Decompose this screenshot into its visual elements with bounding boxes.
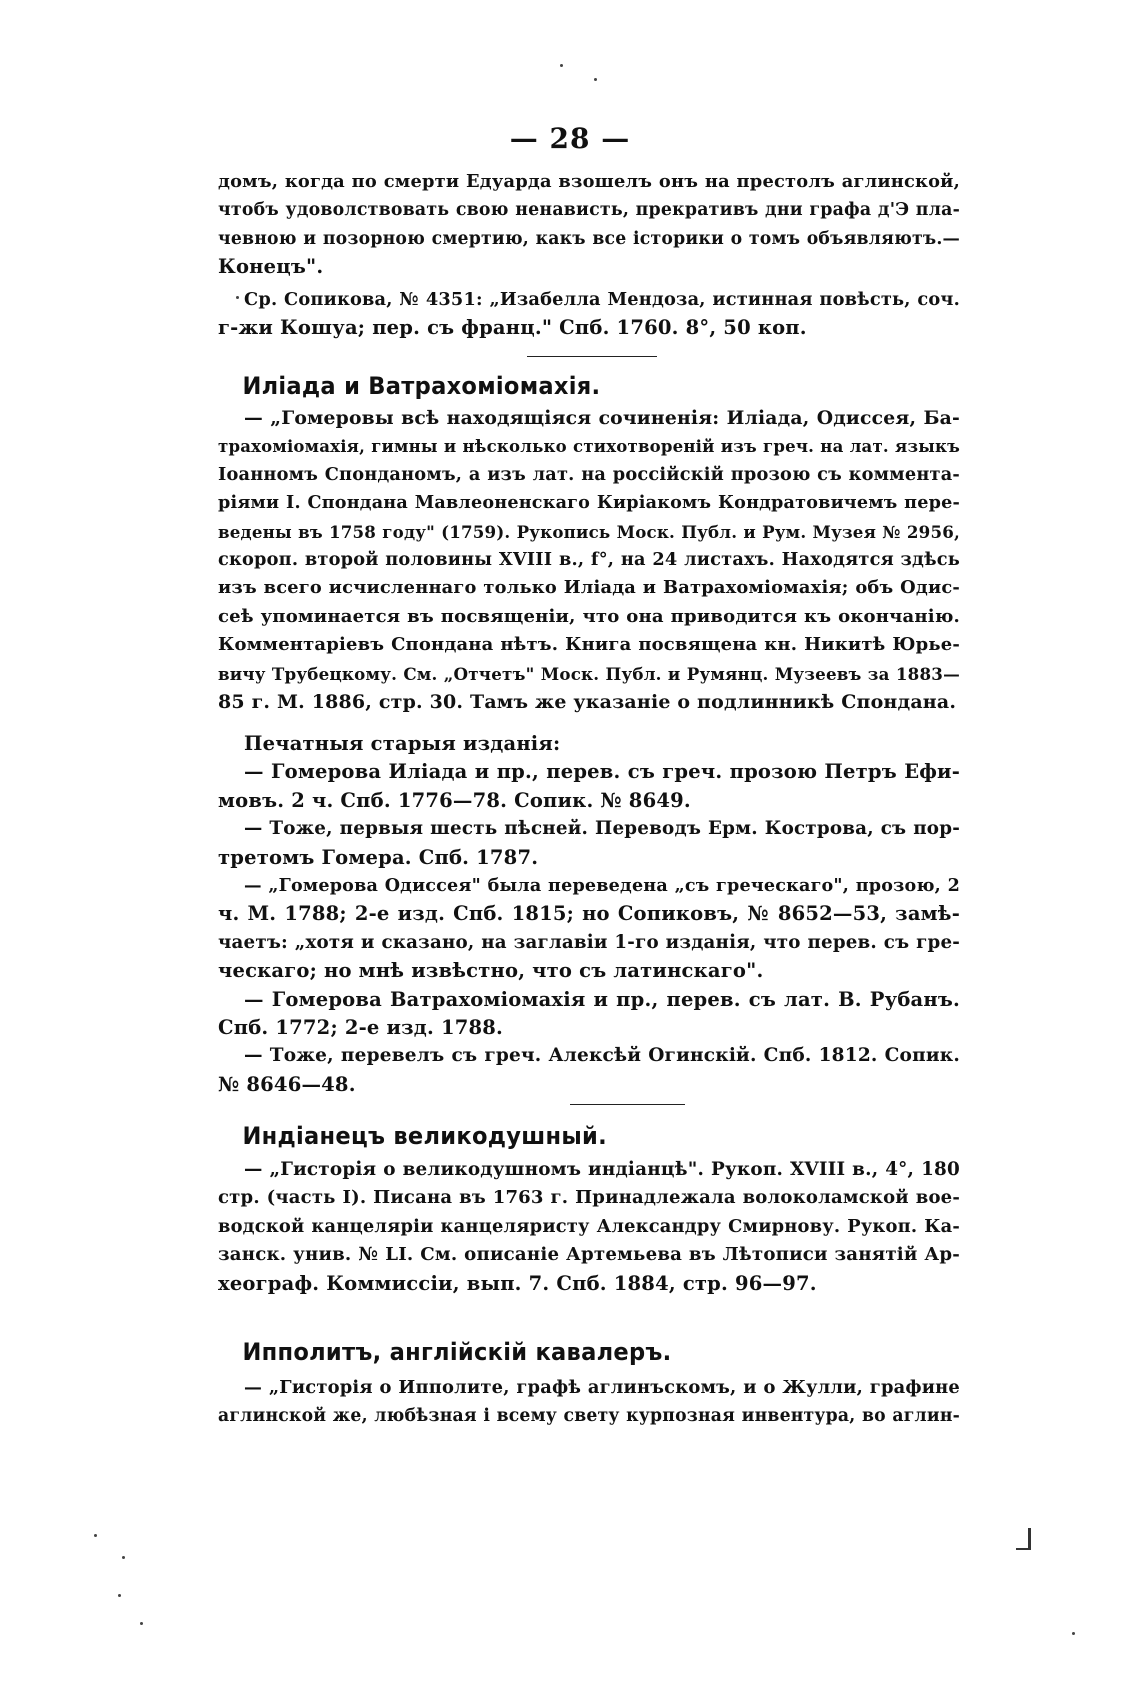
text-line: скороп. второй половины XVIII в., f°, на 24 листахъ. Находятся здѣсь	[218, 548, 960, 570]
text-line: Спб. 1772; 2-е изд. 1788.	[218, 1015, 504, 1039]
text-line: занск. унив. № LI. См. описаніе Артемьева въ Лѣтописи занятій Ар-	[218, 1244, 960, 1266]
text-line: мовъ. 2 ч. Спб. 1776—78. Сопик. № 8649.	[218, 788, 691, 812]
text-line: Ср. Сопикова, № 4351: „Изабелла Мендоза, истинная повѣсть, соч.	[244, 289, 960, 310]
text-line: чаетъ: „хотя и сказано, на заглавіи 1-го изданія, что перев. съ гре-	[218, 931, 960, 953]
text-line: — Гомерова Ватрахоміомахія и пр., перев. съ лат. В. Рубанъ.	[244, 987, 960, 1011]
text-line: чтобъ удоволствовать свою ненависть, прекративъ дни графа д'Э пла-	[218, 200, 960, 221]
text-line: — „Гомерова Одиссея" была переведена „съ греческаго", прозою, 2	[244, 875, 960, 896]
text-line: третомъ Гомера. Спб. 1787.	[218, 845, 539, 869]
section-hippolytus	[218, 1334, 960, 1370]
iliad-description	[218, 404, 960, 716]
scan-speck	[140, 1622, 143, 1625]
text-line: водской канцеляріи канцеляристу Александру Смирнову. Рукоп. Ка-	[218, 1215, 960, 1237]
scan-speck	[122, 1556, 125, 1559]
section-divider	[570, 1104, 685, 1105]
text-line: Комментаріевъ Спондана нѣтъ. Книга посвящена кн. Никитѣ Юрье-	[218, 634, 960, 656]
printed-editions	[218, 730, 960, 1099]
scan-speck	[560, 64, 563, 67]
text-line: ч. М. 1788; 2-е изд. Спб. 1815; но Сопиковъ, № 8652—53, замѣ-	[218, 902, 960, 926]
text-line: — Тоже, перевелъ съ греч. Алексѣй Огинскій. Спб. 1812. Сопик.	[244, 1045, 960, 1067]
text-line: трахоміомахія, гимны и нѣсколько стихотвореній изъ греч. на лат. языкъ	[218, 436, 960, 457]
text-line: ріями І. Спондана Мавлеоненскаго Киріакомъ Кондратовичемъ пере-	[218, 492, 960, 514]
scan-speck	[94, 1534, 97, 1537]
section-indian	[218, 1118, 960, 1154]
text-line: ведены въ 1758 году" (1759). Рукопись Моск. Публ. и Рум. Музея № 2956,	[218, 521, 960, 542]
text-line: 85 г. М. 1886, стр. 30. Тамъ же указаніе о подлинникѣ Спондана.	[218, 690, 957, 713]
text-line: аглинской же, любѣзная і всему свету курпозная инвентура, во аглин-	[218, 1406, 960, 1427]
page-number: — 28 —	[509, 122, 631, 155]
text-line: № 8646—48.	[218, 1072, 356, 1096]
text-line: вичу Трубецкому. См. „Отчетъ" Моск. Публ. и Румянц. Музеевъ за 1883—	[218, 663, 960, 684]
text-line: — Тоже, первыя шесть пѣсней. Переводъ Ерм. Кострова, съ пор-	[244, 818, 960, 840]
scan-speck	[594, 78, 597, 81]
text-line: г-жи Кошуа; пер. съ франц." Спб. 1760. 8°, 50 коп.	[218, 316, 807, 340]
text-line: Конецъ".	[218, 255, 324, 279]
text-line: стр. (часть I). Писана въ 1763 г. Принадлежала волоколамской вое-	[218, 1187, 960, 1209]
reference-paragraph	[218, 286, 960, 343]
hippolytus-description	[218, 1374, 960, 1431]
text-line: — Гомерова Иліада и пр., перев. съ греч. прозою Петръ Ефи-	[244, 760, 960, 784]
scan-speck	[118, 1594, 121, 1597]
text-line: — „Гисторія о Ипполите, графѣ аглинъскомъ, и о Жулли, графине	[244, 1377, 960, 1398]
section-iliad	[218, 368, 960, 404]
indian-description	[218, 1156, 960, 1298]
section-heading: Ипполитъ, англійскій кавалеръ.	[242, 1338, 672, 1366]
text-line: — „Гисторія о великодушномъ индіанцѣ". Рукоп. XVIII в., 4°, 180	[244, 1159, 960, 1180]
text-line: изъ всего исчисленнаго только Иліада и Ватрахоміомахія; объ Одис-	[218, 577, 960, 599]
text-line: сеѣ упоминается въ посвященіи, что она приводится къ окончанію.	[218, 605, 960, 627]
text-line: чевною и позорною смертию, какъ все історики о томъ объявляютъ.—	[218, 228, 960, 249]
text-line: хеограф. Коммиссіи, вып. 7. Спб. 1884, стр. 96—97.	[218, 1271, 817, 1295]
scan-speck	[236, 296, 239, 299]
section-heading: Индіанецъ великодушный.	[242, 1122, 607, 1150]
scan-mark	[1016, 1548, 1030, 1550]
scan-mark	[1028, 1528, 1031, 1550]
text-line: Печатныя старыя изданія:	[244, 732, 561, 755]
text-line: — „Гомеровы всѣ находящіяся сочиненія: Иліада, Одиссея, Ба-	[244, 407, 960, 429]
text-line: домъ, когда по смерти Едуарда взошелъ онъ на престолъ аглинской,	[218, 171, 960, 192]
continued-paragraph	[218, 168, 960, 282]
scan-speck	[1072, 1632, 1075, 1635]
text-line: ческаго; но мнѣ извѣстно, что съ латинскаго".	[218, 959, 764, 983]
text-line: Іоанномъ Спонданомъ, а изъ лат. на россійскій прозою съ коммента-	[218, 463, 960, 485]
section-heading: Иліада и Ватрахоміомахія.	[242, 372, 601, 400]
section-divider	[527, 356, 657, 357]
